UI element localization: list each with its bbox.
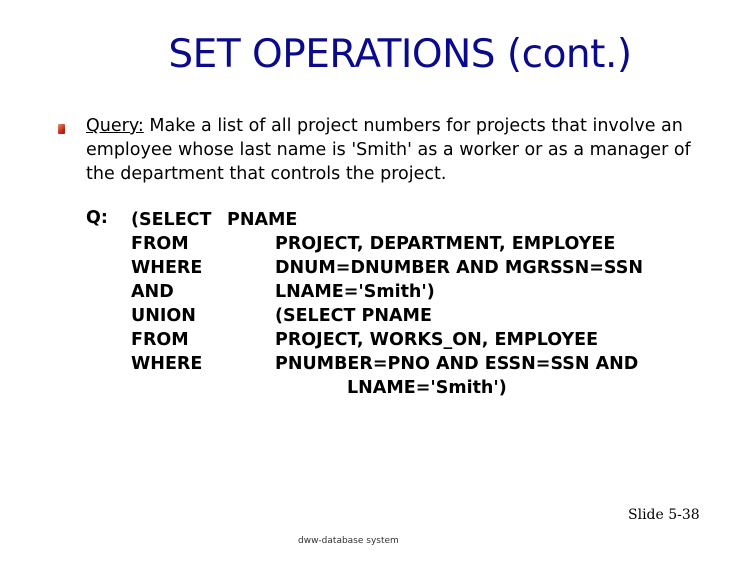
bullet-icon (58, 124, 65, 134)
sql-val-1: PROJECT, DEPARTMENT, EMPLOYEE (275, 234, 616, 254)
sql-kw-2: WHERE (131, 258, 203, 278)
sql-val-5: PROJECT, WORKS_ON, EMPLOYEE (275, 330, 599, 350)
sql-kw-4: UNION (131, 306, 196, 326)
footer-text: dww-database system (298, 536, 399, 546)
query-text (86, 114, 726, 186)
query-label: Query: (86, 116, 144, 136)
sql-val-4: (SELECT PNAME (275, 306, 432, 326)
sql-kw-6: WHERE (131, 354, 203, 374)
sql-kw-1: FROM (131, 234, 189, 254)
sql-kw-5: FROM (131, 330, 189, 350)
sql-val-7: LNAME='Smith') (347, 378, 507, 398)
sql-val-3: LNAME='Smith') (275, 282, 435, 302)
q-label: Q: (86, 208, 108, 228)
query-line-1: Query: Make a list of all project numbers for projects that involve an (86, 116, 683, 136)
sql-val-0: PNAME (227, 210, 298, 230)
sql-val-2: DNUM=DNUMBER AND MGRSSN=SSN (275, 258, 643, 278)
slide-title: SET OPERATIONS (cont.) (168, 32, 632, 77)
sql-val-6: PNUMBER=PNO AND ESSN=SSN AND (275, 354, 639, 374)
sql-kw-0: (SELECT (131, 210, 212, 230)
query-line-2: employee whose last name is 'Smith' as a worker or as a manager of (86, 140, 691, 160)
query-line-3: the department that controls the project. (86, 164, 447, 184)
slide-number: Slide 5-38 (628, 507, 700, 523)
sql-kw-3: AND (131, 282, 174, 302)
